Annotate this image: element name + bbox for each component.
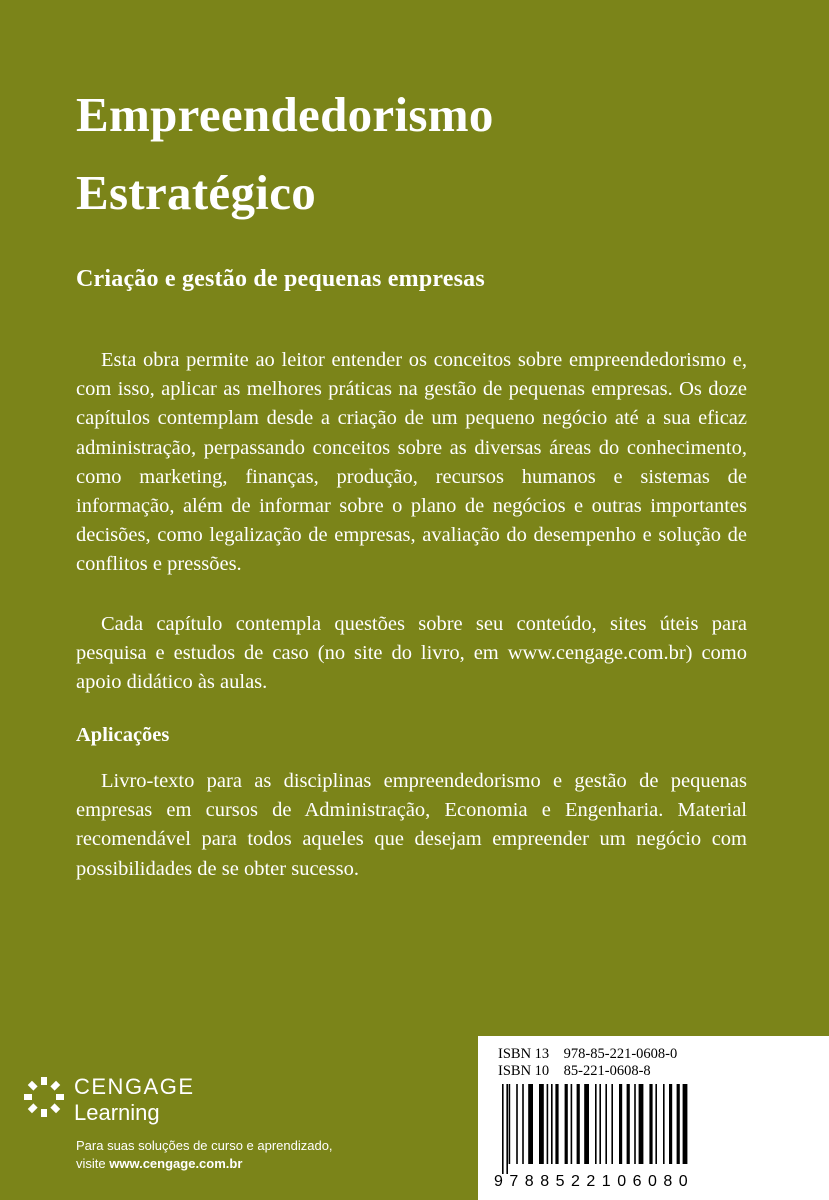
barcode-bar — [599, 1084, 601, 1164]
paragraph-text: Cada capítulo contempla questões sobre seu conteúdo, sites úteis para pesquisa e estudos de caso (no site do livro, em www.cengage.com.br) como apoio didático às aulas. — [76, 613, 747, 694]
barcode-bar — [565, 1084, 568, 1164]
publisher-tagline — [76, 1137, 396, 1173]
barcode-digits: 9788522106080 — [494, 1173, 695, 1190]
barcode-bar — [611, 1084, 613, 1164]
book-title — [76, 76, 494, 232]
barcode-bar — [571, 1084, 573, 1164]
barcode-guard-bar — [506, 1084, 508, 1174]
barcode-icon — [498, 1084, 798, 1174]
tagline-prefix: visite — [76, 1156, 110, 1171]
barcode-bar — [539, 1084, 544, 1164]
barcode-bar — [683, 1084, 688, 1164]
barcode-bar — [528, 1084, 533, 1164]
barcode-bar — [639, 1084, 644, 1164]
barcode-bar — [551, 1084, 553, 1164]
barcode-bar — [509, 1084, 511, 1164]
white-edge-strip — [811, 1036, 829, 1200]
barcode-bar — [595, 1084, 597, 1164]
barcode-bar — [605, 1084, 607, 1164]
applications-paragraph — [76, 767, 747, 884]
description-paragraph-2 — [76, 610, 747, 698]
applications-heading: Aplicações — [76, 724, 170, 746]
isbn-barcode-box — [478, 1036, 811, 1200]
publisher-url[interactable]: www.cengage.com.br — [109, 1156, 243, 1171]
barcode-bar — [663, 1084, 665, 1164]
barcode-bar — [634, 1084, 636, 1164]
barcode-bar — [577, 1084, 580, 1164]
barcode-bar — [649, 1084, 652, 1164]
paragraph-text: Livro-texto para as disciplinas empreendedorismo e gestão de pequenas empresas em cursos de Administração, Economia e Engenharia. Material recomendável para todos aqueles que desejam empreender um negócio com possibilidades de se obter sucesso. — [76, 770, 747, 880]
barcode-bar — [522, 1084, 524, 1164]
barcode-guard-bar — [502, 1084, 504, 1174]
barcode-guard-bar — [504, 1084, 506, 1174]
book-subtitle: Criação e gestão de pequenas empresas — [76, 266, 485, 292]
logo-wordmark-cengage: CENGAGE — [74, 1074, 195, 1099]
barcode-bar — [627, 1084, 630, 1164]
logo-wordmark-learning: Learning — [74, 1100, 160, 1125]
paragraph-text: Esta obra permite ao leitor entender os conceitos sobre empreendedorismo e, com isso, aplicar as melhores práticas na gestão de pequenas empresas. Os doze capítulos contemplam desde a criação de um pequeno negócio até a sua eficaz administração, perpassando conceitos sobre as diversas áreas do conhecimento, como marketing, finanças, produção, recursos humanos e sistemas de informação, além de informar sobre o plano de negócios e outras importantes decisões, como legalização de empresas, avaliação do desempenho e solução de conflitos e pressões. — [76, 349, 747, 576]
barcode-bar — [677, 1084, 680, 1164]
tagline-line-2 — [76, 1155, 396, 1173]
barcode-bar — [555, 1084, 558, 1164]
barcode-bar — [516, 1084, 518, 1164]
isbn-10: ISBN 10 85-221-0608-8 — [498, 1063, 651, 1079]
barcode-bar — [584, 1084, 589, 1164]
book-title-line-2: Estratégico — [76, 165, 317, 220]
barcode-bar — [547, 1084, 549, 1164]
barcode-bar — [619, 1084, 622, 1164]
book-title-line-1: Empreendedorismo — [76, 87, 494, 142]
barcode-bar — [655, 1084, 657, 1164]
description-paragraph-1 — [76, 346, 747, 580]
barcode-bar — [669, 1084, 672, 1164]
isbn-13: ISBN 13 978-85-221-0608-0 — [498, 1046, 678, 1062]
tagline-line-1: Para suas soluções de curso e aprendizado, — [76, 1138, 333, 1153]
